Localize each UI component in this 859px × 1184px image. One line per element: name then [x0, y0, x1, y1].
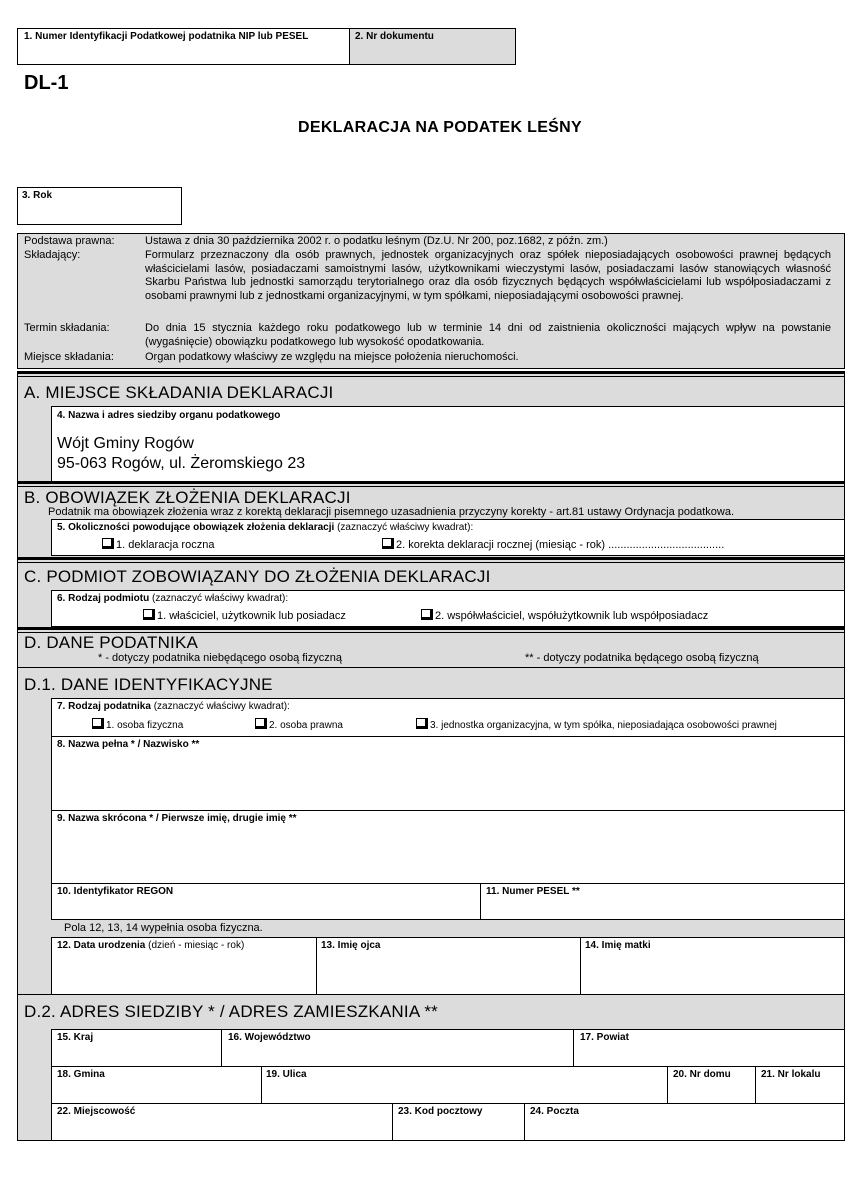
- mother-name-label: 14. Imię matki: [585, 940, 651, 951]
- year-label: 3. Rok: [22, 190, 53, 201]
- tax-office-name: Wójt Gminy Rogów: [57, 435, 194, 452]
- apartment-number-label: 21. Nr lokalu: [761, 1069, 821, 1080]
- postal-code-field[interactable]: [392, 1103, 525, 1141]
- tax-office-field[interactable]: [51, 406, 845, 482]
- post-office-field[interactable]: [524, 1103, 845, 1141]
- document-number-field: [349, 28, 516, 65]
- section-b-title: B. OBOWIĄZEK ZŁOŻENIA DEKLARACJI: [24, 488, 351, 507]
- municipality-label: 18. Gmina: [57, 1069, 105, 1080]
- apartment-number-field[interactable]: [755, 1066, 845, 1104]
- taxpayer-type-label: 7. Rodzaj podatnika (zaznaczyć właściwy kwadrat):: [57, 701, 290, 712]
- municipality-field[interactable]: [51, 1066, 262, 1104]
- full-name-field[interactable]: [51, 736, 845, 811]
- note-natural-person: ** - dotyczy podatnika będącego osobą fizyczną: [525, 652, 759, 664]
- checkbox-co-owner[interactable]: [421, 609, 433, 620]
- info-label-deadline: Termin składania:: [24, 322, 110, 334]
- option-organizational-unit[interactable]: 3. jednostka organizacyjna, w tym spółka, nieposiadająca osobowości prawnej: [416, 718, 777, 731]
- info-text-submitter: Formularz przeznaczony dla osób prawnych, jednostek organizacyjnych oraz spółek nieposiadających osobowości prawnej będących właścicielami lasów, posiadaczami samoistnymi lasów, użytkownikami wieczystymi lasów, posiadaczami lasów stanowiących własność Skarbu Państwa lub jednostki samorządu terytorialnego oraz dla osób fizycznych będących współwłaścicielami lub współposiadaczami z osobami prawnymi lub z jednostkami organizacyjnymi, w tym spółkami, nieposiadającymi osobowości prawnej.: [145, 249, 831, 302]
- regon-label: 10. Identyfikator REGON: [57, 886, 174, 897]
- option-legal-person[interactable]: 2. osoba prawna: [255, 718, 343, 731]
- short-name-label: 9. Nazwa skrócona * / Pierwsze imię, drugie imię **: [57, 813, 297, 824]
- postal-code-label: 23. Kod pocztowy: [398, 1106, 483, 1117]
- info-text-place: Organ podatkowy właściwy ze względu na miejsce położenia nieruchomości.: [145, 351, 519, 363]
- section-d2-title: D.2. ADRES SIEDZIBY * / ADRES ZAMIESZKANIA **: [24, 1002, 438, 1021]
- country-field[interactable]: [51, 1029, 222, 1067]
- voivodeship-field[interactable]: [221, 1029, 574, 1067]
- option-correction[interactable]: 2. korekta deklaracji rocznej (miesiąc - rok) ......................................: [382, 538, 724, 551]
- birth-date-field[interactable]: [51, 937, 317, 995]
- father-name-label: 13. Imię ojca: [321, 940, 381, 951]
- street-field[interactable]: [261, 1066, 668, 1104]
- full-name-label: 8. Nazwa pełna * / Nazwisko **: [57, 739, 200, 750]
- option-annual[interactable]: 1. deklaracja roczna: [102, 538, 214, 551]
- entity-type-field: [51, 590, 845, 627]
- checkbox-annual[interactable]: [102, 538, 114, 549]
- obligation-field: [51, 519, 845, 556]
- obligation-label: 5. Okoliczności powodujące obowiązek złożenia deklaracji (zaznaczyć właściwy kwadrat):: [57, 522, 474, 533]
- voivodeship-label: 16. Województwo: [228, 1032, 311, 1043]
- nip-pesel-label: 1. Numer Identyfikacji Podatkowej podatnika NIP lub PESEL: [24, 31, 309, 42]
- nip-pesel-field[interactable]: [17, 28, 350, 65]
- note-legal-entity: * - dotyczy podatnika niebędącego osobą fizyczną: [98, 652, 342, 664]
- info-text-legal-basis: Ustawa z dnia 30 października 2002 r. o podatku leśnym (Dz.U. Nr 200, poz.1682, z późn. zm.): [145, 235, 608, 247]
- checkbox-correction[interactable]: [382, 538, 394, 549]
- option-co-owner[interactable]: 2. współwłaściciel, współużytkownik lub współposiadacz: [421, 609, 708, 622]
- checkbox-organizational-unit[interactable]: [416, 718, 428, 729]
- taxpayer-type-field: [51, 698, 845, 737]
- father-name-field[interactable]: [316, 937, 581, 995]
- document-number-label: 2. Nr dokumentu: [355, 31, 434, 42]
- house-number-field[interactable]: [667, 1066, 756, 1104]
- section-c-title: C. PODMIOT ZOBOWIĄZANY DO ZŁOŻENIA DEKLARACJI: [24, 567, 491, 586]
- locality-label: 22. Miejscowość: [57, 1106, 136, 1117]
- pesel-label: 11. Numer PESEL **: [486, 886, 580, 897]
- info-label-submitter: Składający:: [24, 249, 81, 261]
- checkbox-natural-person[interactable]: [92, 718, 104, 729]
- mother-name-field[interactable]: [580, 937, 845, 995]
- birth-date-label: 12. Data urodzenia (dzień - miesiąc - rok): [57, 940, 245, 951]
- street-label: 19. Ulica: [266, 1069, 307, 1080]
- section-d1-title: D.1. DANE IDENTYFIKACYJNE: [24, 675, 273, 694]
- checkbox-legal-person[interactable]: [255, 718, 267, 729]
- county-field[interactable]: [573, 1029, 845, 1067]
- house-number-label: 20. Nr domu: [673, 1069, 731, 1080]
- locality-field[interactable]: [51, 1103, 393, 1141]
- pesel-field[interactable]: [480, 883, 845, 920]
- section-a-title: A. MIEJSCE SKŁADANIA DEKLARACJI: [24, 383, 334, 402]
- page-title: DEKLARACJA NA PODATEK LEŚNY: [298, 119, 582, 136]
- option-owner[interactable]: 1. właściciel, użytkownik lub posiadacz: [143, 609, 346, 622]
- tax-office-address: 95-063 Rogów, ul. Żeromskiego 23: [57, 455, 306, 472]
- info-label-legal-basis: Podstawa prawna:: [24, 235, 115, 247]
- form-code: DL-1: [24, 72, 69, 94]
- section-d-title: D. DANE PODATNIKA: [24, 633, 199, 652]
- option-natural-person[interactable]: 1. osoba fizyczna: [92, 718, 183, 731]
- tax-office-label: 4. Nazwa i adres siedziby organu podatkowego: [57, 410, 281, 421]
- regon-field[interactable]: [51, 883, 481, 920]
- section-b-subtitle: Podatnik ma obowiązek złożenia wraz z korektą deklaracji pisemnego uzasadnienia przyczyny korekty - art.81 ustawy Ordynacja podatkowa.: [48, 506, 735, 518]
- info-label-place: Miejsce składania:: [24, 351, 114, 363]
- info-text-deadline: Do dnia 15 stycznia każdego roku podatkowego lub w terminie 14 dni od zaistnienia okoliczności mających wpływ na powstanie (wygaśnięcie) obowiązku podatkowego lub wysokość opodatkowania.: [145, 322, 831, 348]
- entity-type-label: 6. Rodzaj podmiotu (zaznaczyć właściwy kwadrat):: [57, 593, 289, 604]
- country-label: 15. Kraj: [57, 1032, 94, 1043]
- short-name-field[interactable]: [51, 810, 845, 884]
- county-label: 17. Powiat: [580, 1032, 629, 1043]
- year-field[interactable]: [17, 187, 182, 225]
- post-office-label: 24. Poczta: [530, 1106, 579, 1117]
- natural-person-fields-note: Pola 12, 13, 14 wypełnia osoba fizyczna.: [64, 922, 263, 934]
- checkbox-owner[interactable]: [143, 609, 155, 620]
